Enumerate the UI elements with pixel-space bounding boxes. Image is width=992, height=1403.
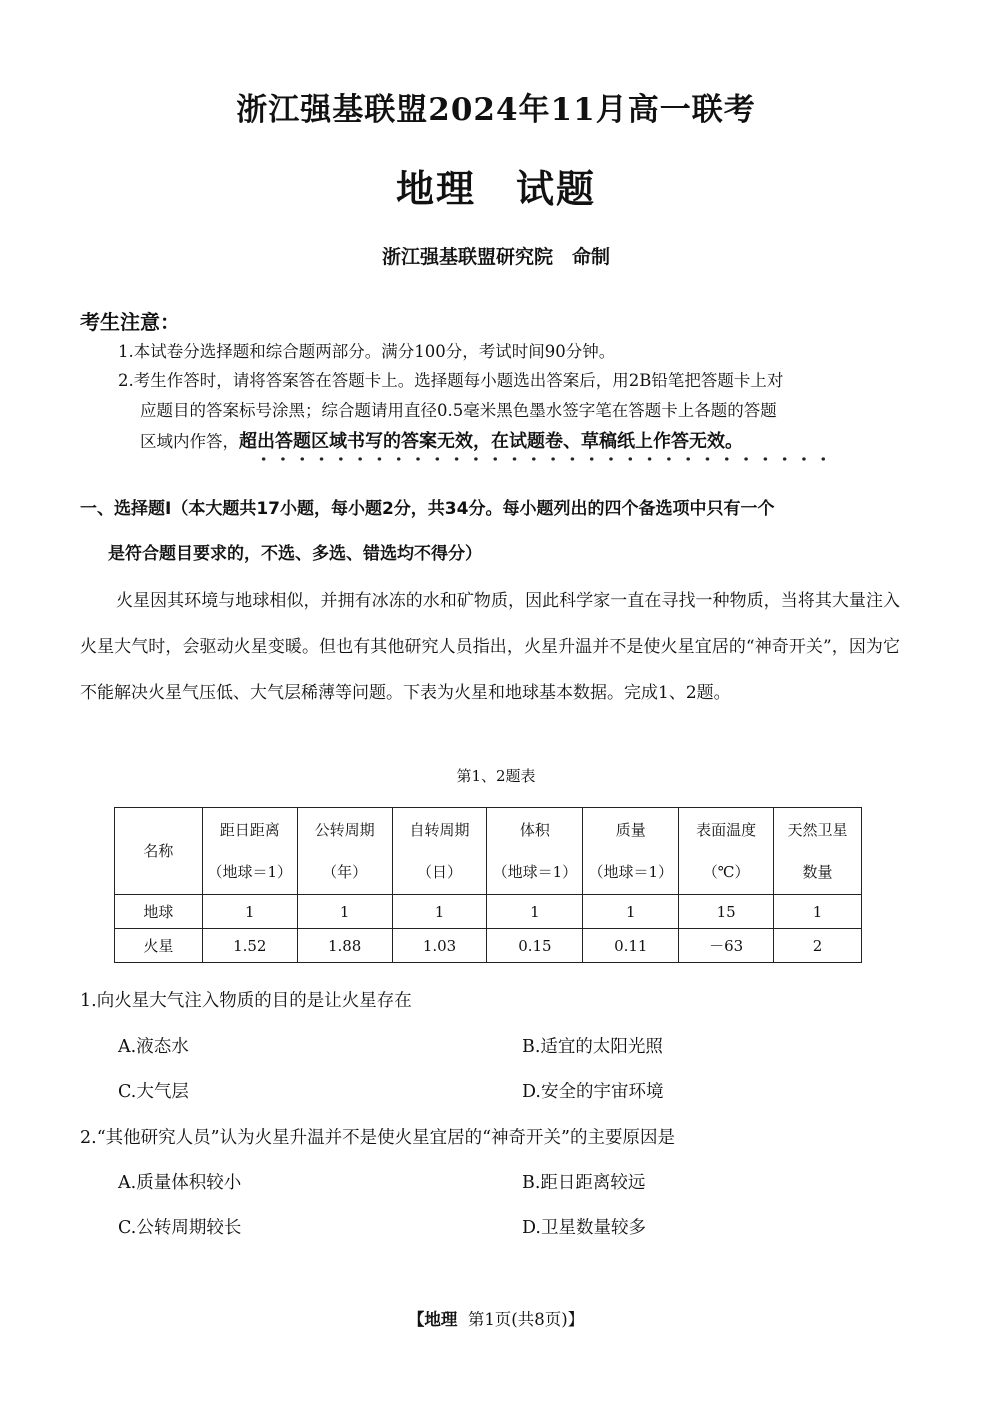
- maker-line: 浙江强基联盟研究院 命制: [381, 246, 610, 268]
- header-bottom: 数量: [802, 863, 833, 881]
- page-footer: [0, 1306, 992, 1330]
- question-2-stem: 2.“其他研究人员”认为火星升温并不是使火星宜居的“神奇开关”的主要原因是: [80, 1128, 675, 1148]
- planet-data-table: [114, 807, 862, 963]
- header-top: 天然卫星: [787, 821, 848, 839]
- header-cell: [202, 808, 297, 895]
- question-1-stem: 1.向火星大气注入物质的目的是让火星存在: [80, 991, 412, 1011]
- table-row-mars: [115, 929, 862, 963]
- table-cell: 火星: [115, 929, 203, 963]
- question-1-option-d: D.安全的宇宙环境: [522, 1082, 664, 1102]
- question-1-option-a: A.液态水: [118, 1037, 189, 1057]
- table-cell: 1.88: [297, 929, 392, 963]
- question-2-option-d: D.卫星数量较多: [522, 1218, 646, 1238]
- table-cell: 1: [297, 895, 392, 929]
- question-1-option-c: C.大气层: [118, 1082, 189, 1102]
- header-cell: [487, 808, 583, 895]
- header-bottom: （地球＝1）: [492, 863, 578, 881]
- header-top: 自转周期: [409, 821, 470, 839]
- question-1-option-b: B.适宜的太阳光照: [522, 1037, 663, 1057]
- table-cell: 2: [774, 929, 862, 963]
- table-cell: 1: [202, 895, 297, 929]
- table-cell: 1: [392, 895, 487, 929]
- emphasis-dots: [254, 456, 834, 462]
- header-top: 公转周期: [314, 821, 375, 839]
- header-top: 体积: [519, 821, 550, 839]
- section-heading-line-1: 一、选择题Ⅰ（本大题共17小题，每小题2分，共34分。每小题列出的四个备选项中只有一个: [80, 499, 775, 519]
- header-cell: [583, 808, 679, 895]
- header-bottom: （年）: [322, 863, 368, 881]
- table-cell: 1: [487, 895, 583, 929]
- table-cell: 15: [679, 895, 774, 929]
- subject-title: 地理 试题: [395, 166, 596, 211]
- table-cell: －63: [679, 929, 774, 963]
- table-cell: 1: [583, 895, 679, 929]
- header-top: 质量: [615, 821, 646, 839]
- header-bottom: （地球＝1）: [207, 863, 293, 881]
- question-2-option-b: B.距日距离较远: [522, 1173, 646, 1193]
- table-cell: 0.11: [583, 929, 679, 963]
- exam-title: 浙江强基联盟2024年11月高一联考: [236, 92, 756, 128]
- table-cell: 1.03: [392, 929, 487, 963]
- table-cell: 0.15: [487, 929, 583, 963]
- notice-heading: 考生注意：: [80, 310, 180, 334]
- header-bottom: （地球＝1）: [588, 863, 674, 881]
- table-row-earth: [115, 895, 862, 929]
- header-cell: [392, 808, 487, 895]
- table-cell: 1: [774, 895, 862, 929]
- question-2-option-a: A.质量体积较小: [118, 1173, 242, 1193]
- header-bottom: （日）: [417, 863, 463, 881]
- header-cell: [774, 808, 862, 895]
- header-cell: [679, 808, 774, 895]
- notice-line-1: 1.本试卷分选择题和综合题两部分。满分100分，考试时间90分钟。: [118, 342, 616, 361]
- question-2-option-c: C.公转周期较长: [118, 1218, 242, 1238]
- table-header-row: [115, 808, 862, 895]
- header-top: 距日距离: [219, 821, 280, 839]
- section-heading-line-2: 是符合题目要求的，不选、多选、错选均不得分）: [108, 544, 482, 564]
- notice-emphasis: 超出答题区域书写的答案无效，在试题卷、草稿纸上作答无效。: [239, 431, 743, 452]
- notice-line-2c-normal: 区域内作答，: [140, 432, 239, 451]
- table-cell: 地球: [115, 895, 203, 929]
- header-cell: [115, 808, 203, 895]
- passage: 火星因其环境与地球相似，并拥有冰冻的水和矿物质，因此科学家一直在寻找一种物质，当将其大量注入火星大气时，会驱动火星变暖。但也有其他研究人员指出，火星升温并不是使火星宜居的“神奇开关”，因为它不能解决火星气压低、大气层稀薄等问题。下表为火星和地球基本数据。完成1、2题。: [80, 591, 900, 703]
- footer-page: 第1页(共8页)】: [467, 1310, 585, 1329]
- table-caption: 第1、2题表: [456, 767, 536, 785]
- notice-line-2a: 2.考生作答时，请将答案答在答题卡上。选择题每小题选出答案后，用2B铅笔把答题卡上对: [118, 371, 784, 390]
- header-top: 表面温度: [696, 821, 757, 839]
- notice-line-2b: 应题目的答案标号涂黑；综合题请用直径0.5毫米黑色墨水签字笔在答题卡上各题的答题: [140, 401, 777, 420]
- header-bottom: （℃）: [702, 863, 750, 881]
- header-top: 名称: [143, 842, 174, 860]
- notice-line-2c: [140, 431, 743, 453]
- header-cell: [297, 808, 392, 895]
- table-cell: 1.52: [202, 929, 297, 963]
- footer-subject: 【地理: [407, 1310, 458, 1329]
